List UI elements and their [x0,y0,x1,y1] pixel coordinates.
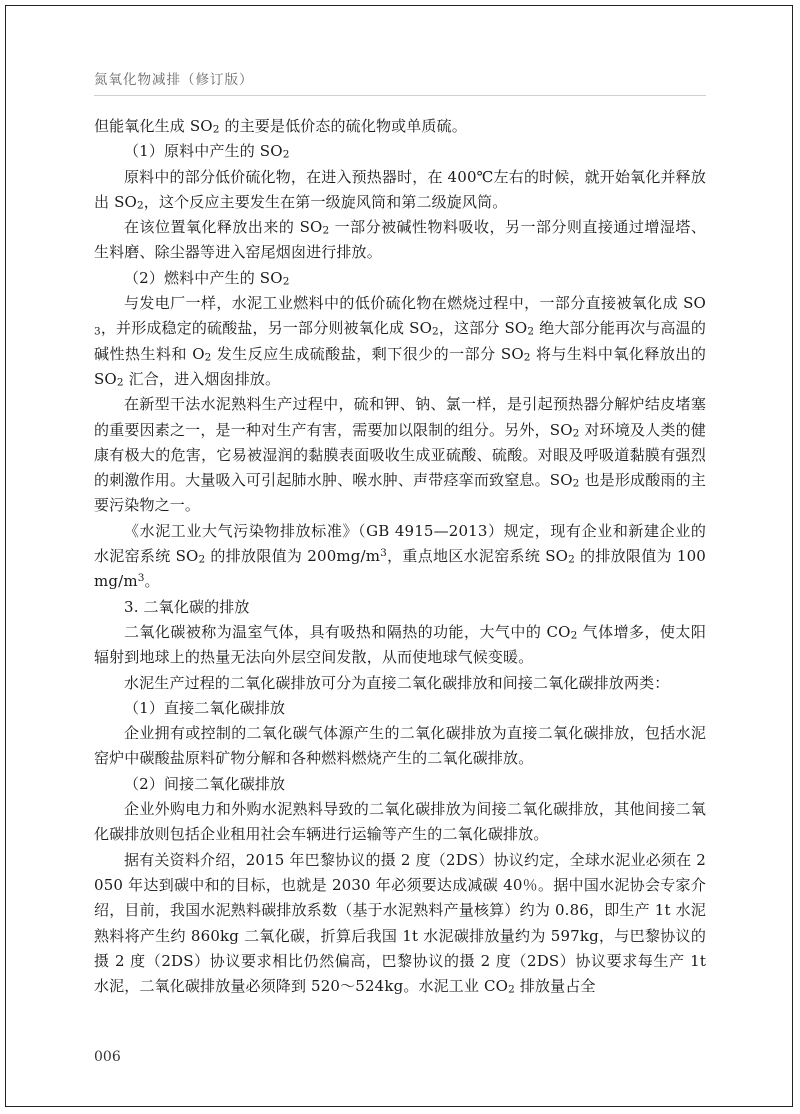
text-run: 气体增多，使太阳辐射到地球上的热量无法向外层空间发散，从而使地球气候变暖。 [94,622,706,667]
paragraph-p16 [94,848,706,1000]
body-text [94,114,706,999]
text-run: 的排放限值为 100mg/m [94,547,706,591]
text-run: 在该位置氧化释放出来的 SO [124,218,323,237]
paragraph-p2 [94,139,706,164]
subscript: 2 [508,983,515,996]
paragraph-p14 [94,772,706,797]
text-run: 的主要是低价态的硫化物或单质硫。 [219,117,467,135]
text-run: 企业拥有或控制的二氧化碳气体源产生的二氧化碳排放为直接二氧化碳排放，包括水泥窑炉中碳酸盐原料矿物分解和各种燃料燃烧产生的二氧化碳排放。 [94,724,706,768]
paragraph-p7 [94,392,706,518]
subscript: 2 [198,553,206,566]
subscript: 2 [136,199,144,212]
subscript: 2 [204,351,212,364]
text-run: （1）原料中产生的 SO [124,142,283,161]
paragraph-p11 [94,671,706,696]
paragraph-p12 [94,696,706,721]
text-run: （1）直接二氧化碳排放 [124,698,286,717]
paragraph-p4 [94,215,706,266]
subscript: 2 [282,148,290,161]
text-run: 汇合，进入烟囱排放。 [123,369,281,388]
text-run: 的排放限值为 200mg/m [205,547,381,566]
page-number: 006 [94,1049,121,1065]
subscript: 2 [572,477,580,490]
paragraph-p5 [94,266,706,291]
text-run: 绝大部分能再次与高温的碱性热生料和 O [94,319,706,363]
text-run: 发生反应生成硫酸盐，剩下很少的一部分 SO [211,344,524,363]
supscript: 3 [137,572,145,585]
subscript: 2 [282,275,290,288]
text-run: 水泥生产过程的二氧化碳排放可分为直接二氧化碳排放和间接二氧化碳排放两类： [124,673,670,692]
header-rule [94,95,706,96]
paragraph-p10 [94,620,706,671]
paragraph-p6 [94,291,706,392]
text-run: ，这部分 SO [438,319,528,338]
text-run: 在新型干法水泥熟料生产过程中，硫和钾、钠、氯一样，是引起预热器分解炉结皮堵塞的重要因素之一，是一种对生产有害，需要加以限制的组分。另外，SO [94,395,706,439]
text-run: 一部分被碱性物料吸收，另一部分则直接通过增湿塔、生料磨、除尘器等进入窑尾烟囱进行排放。 [94,218,706,262]
text-run: （2）燃料中产生的 SO [124,268,283,287]
text-run: 与发电厂一样，水泥工业燃料中的低价硫化物在燃烧过程中，一部分直接被氧化成 SO [124,294,706,313]
text-run: 排放量占全 [514,977,596,996]
text-run: 。 [144,572,160,591]
paragraph-p13 [94,721,706,772]
subscript: 2 [570,629,578,642]
subscript: 2 [322,224,330,237]
text-run: 二氧化碳被称为温室气体，具有吸热和隔热的功能，大气中的 CO [124,622,571,641]
text-run: 3. 二氧化碳的排放 [124,597,250,616]
supscript: 3 [380,546,387,559]
paragraph-p15 [94,797,706,848]
text-run: 也是形成酸雨的主要污染物之一。 [94,471,706,515]
paragraph-p3 [94,165,706,216]
subscript: 2 [527,325,535,338]
subscript: 2 [523,351,531,364]
subscript: 2 [116,376,124,389]
text-run: 将与生料中氧化释放出的 SO [94,344,706,388]
text-run: 对环境及人类的健康有极大的危害，它易被湿润的黏膜表面吸收生成亚硫酸、硫酸。对眼及呼吸道黏膜有强烈的刺激作用。大量吸入可引起肺水肿、喉水肿、声带痉挛而致窒息。SO [94,420,706,490]
paragraph-p9 [94,595,706,620]
text-run: 《水泥工业大气污染物排放标准》（GB 4915—2013）规定，现有企业和新建企业的水泥窑系统 SO [94,521,706,566]
text-run: 但能氧化生成 SO [94,117,213,135]
running-head: 氮氧化物减排（修订版） [94,72,254,88]
subscript: 2 [212,123,220,136]
subscript: 2 [572,427,580,440]
text-run: 据有关资料介绍，2015 年巴黎协议的摄 2 度（2DS）协议约定，全球水泥业必须在 2050 年达到碳中和的目标，也就是 2030 年必须要达成减碳 40％。据中国水泥协会专家介绍，目前，我国水泥熟料碳排放系数（基于水泥熟料产量核算）约为 0.86，即生产 1t 水泥熟料将产生约 860kg 二氧化碳，折算后我国 1t 水泥碳排放量约为 597kg，与巴黎协议的摄 2 度（2DS）协议要求相比仍然偏高，巴黎协议的摄 2 度（2DS）协议要求每生产 1t 水泥，二氧化碳排放量必须降到 520～524kg。水泥工业 CO [94,850,706,996]
text-run: 原料中的部分低价硫化物，在进入预热器时，在 400℃左右的时候，就开始氧化并释放出 SO [94,167,706,211]
text-run: ，并形成稳定的硫酸盐，另一部分则被氧化成 SO [100,319,433,338]
subscript: 2 [432,325,439,338]
text-run: 企业外购电力和外购水泥熟料导致的二氧化碳排放为间接二氧化碳排放，其他间接二氧化碳排放则包括企业租用社会车辆进行运输等产生的二氧化碳排放。 [94,800,706,844]
paragraph-p8 [94,519,706,595]
text-run: ，这个反应主要发生在第一级旋风筒和第二级旋风筒。 [143,192,508,211]
subscript: 2 [568,553,575,566]
text-run: （2）间接二氧化碳排放 [124,774,286,793]
paragraph-p1 [94,114,706,139]
text-run: ，重点地区水泥窑系统 SO [386,547,569,566]
subscript: 3 [94,325,101,338]
